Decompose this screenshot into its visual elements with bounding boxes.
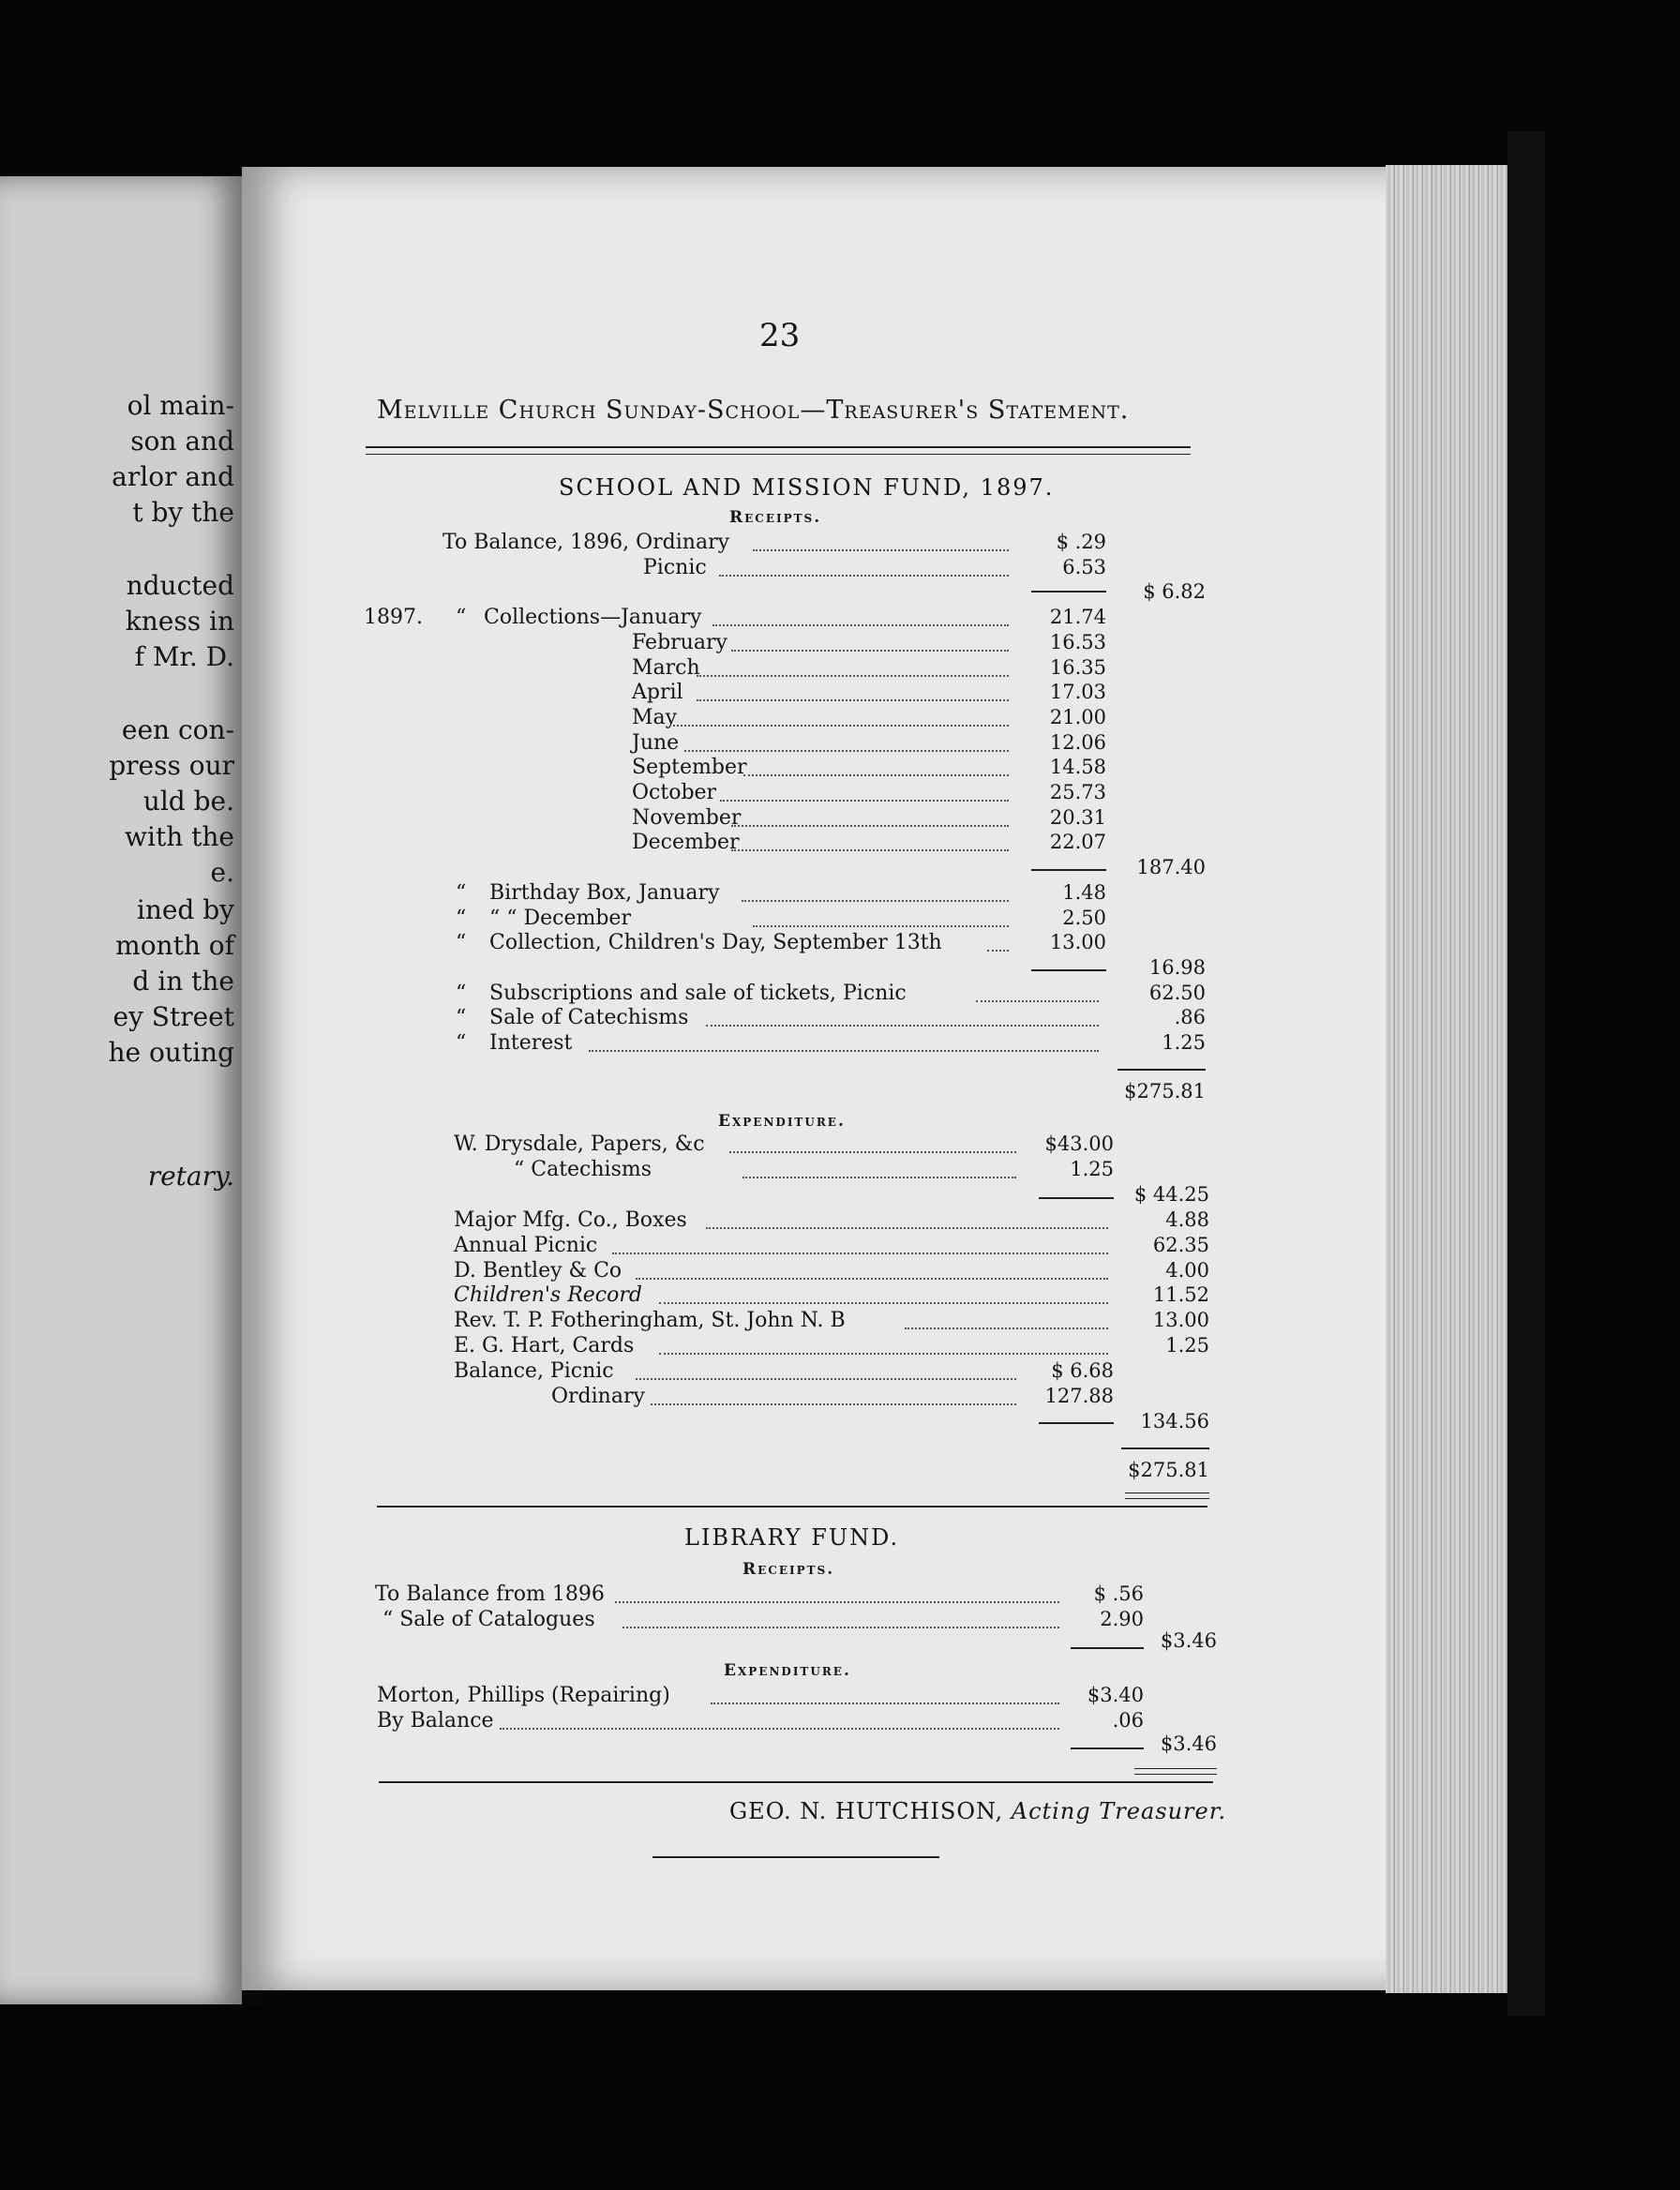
ditto-mark: “ — [456, 931, 467, 954]
entry-label: April — [632, 681, 683, 704]
left-text-line: ey Street — [112, 1001, 234, 1032]
leader-dots — [731, 825, 1009, 827]
treasurer-name: GEO. N. HUTCHISON, — [729, 1798, 1004, 1824]
entry-label: Picnic — [643, 556, 707, 579]
entry-label: Interest — [489, 1031, 573, 1055]
entry-label: “ “ December — [489, 907, 631, 930]
leader-dots — [719, 575, 1009, 577]
leader-dots — [706, 1227, 1109, 1229]
left-text-line: month of — [115, 930, 234, 961]
section-divider — [379, 1781, 1213, 1783]
leader-dots — [615, 1601, 1059, 1603]
amount-col2: 4.00 — [1165, 1259, 1209, 1282]
amount-col1: 22.07 — [1049, 831, 1106, 853]
amount-col1: 16.35 — [1049, 656, 1106, 679]
left-text-line: retary. — [147, 1161, 234, 1192]
amount-col2: $ 6.82 — [1143, 580, 1206, 603]
school-expenditure-heading: Expenditure. — [718, 1112, 846, 1131]
total-double-rule — [1125, 1492, 1209, 1493]
entry-label: To Balance, 1896, Ordinary — [442, 531, 730, 554]
amount-col1: .06 — [1112, 1709, 1144, 1732]
entry-label: February — [632, 631, 728, 654]
amount-col1: 17.03 — [1049, 681, 1106, 703]
library-expenditure-total: $3.46 — [1160, 1732, 1217, 1755]
entry-label: Subscriptions and sale of tickets, Picnic — [489, 982, 907, 1005]
entry-label: W. Drysdale, Papers, &c — [454, 1132, 705, 1156]
left-text-line: press our — [109, 750, 234, 781]
amount-col1: 127.88 — [1044, 1385, 1114, 1407]
amount-col1: 2.90 — [1100, 1608, 1144, 1630]
entry-label: By Balance — [377, 1709, 494, 1732]
leader-dots — [742, 1177, 1017, 1178]
amount-col1: 21.74 — [1049, 606, 1106, 628]
amount-col1: 1.48 — [1062, 881, 1106, 904]
school-expenditure-total: $275.81 — [1128, 1459, 1209, 1481]
entry-label: Rev. T. P. Fotheringham, St. John N. B — [454, 1309, 846, 1332]
subtotal-rule — [1031, 869, 1106, 871]
amount-col2: 13.00 — [1152, 1309, 1209, 1331]
entry-label: Balance, Picnic — [454, 1359, 614, 1383]
amount-col1: 1.25 — [1070, 1158, 1114, 1180]
leader-dots — [742, 900, 1010, 902]
entry-label: March — [632, 656, 700, 680]
library-receipts-total: $3.46 — [1160, 1629, 1217, 1652]
leader-dots — [651, 1403, 1016, 1405]
leader-dots — [612, 1252, 1109, 1254]
amount-col1: 2.50 — [1062, 907, 1106, 929]
signature — [729, 1798, 1226, 1824]
left-text-line: ined by — [136, 894, 234, 925]
amount-col1: $3.40 — [1087, 1684, 1144, 1706]
library-expenditure-heading: Expenditure. — [724, 1661, 851, 1680]
subtotal-rule — [1031, 969, 1106, 971]
left-text-line: t by the — [132, 497, 234, 528]
entry-label: Ordinary — [551, 1385, 645, 1408]
amount-col2: 16.98 — [1148, 956, 1206, 979]
entry-label: June — [632, 731, 680, 755]
left-page — [0, 176, 242, 2004]
left-text-line: kness in — [125, 606, 234, 637]
book-binding — [1508, 131, 1545, 2016]
amount-col2: 1.25 — [1165, 1334, 1209, 1357]
left-text-line: with the — [125, 821, 234, 852]
amount-col1: $ 6.68 — [1051, 1359, 1114, 1382]
entry-label: To Balance from 1896 — [375, 1582, 605, 1606]
section-divider — [377, 1506, 1208, 1508]
left-text-line: f Mr. D. — [134, 641, 234, 672]
amount-col1: 25.73 — [1049, 781, 1106, 803]
school-receipts-heading: Receipts. — [729, 508, 822, 527]
leader-dots — [905, 1328, 1108, 1329]
leader-dots — [622, 1627, 1059, 1628]
amount-col2: $ 44.25 — [1133, 1183, 1209, 1206]
subtotal-rule — [1039, 1197, 1114, 1199]
leader-dots — [753, 925, 1009, 927]
amount-col2: .86 — [1174, 1006, 1206, 1028]
school-fund-title: SCHOOL AND MISSION FUND, 1897. — [559, 474, 1055, 501]
entry-label: May — [632, 706, 678, 729]
closing-rule — [652, 1856, 939, 1858]
amount-col1: $ .56 — [1093, 1582, 1144, 1605]
leader-dots — [976, 1000, 1100, 1002]
header-rule — [366, 454, 1191, 455]
leader-dots — [706, 1025, 1099, 1027]
leader-dots — [636, 1278, 1109, 1280]
entry-date: 1897. — [364, 606, 423, 629]
entry-label: Morton, Phillips (Repairing) — [377, 1684, 670, 1707]
header-rule — [366, 446, 1191, 448]
leader-dots — [731, 849, 1009, 851]
entry-label: Sale of Catechisms — [489, 1006, 689, 1029]
total-double-rule — [1134, 1768, 1217, 1769]
leader-dots — [636, 1378, 1017, 1380]
entry-label: November — [632, 806, 742, 830]
page-number: 23 — [759, 317, 801, 354]
leader-dots — [684, 750, 1009, 752]
entry-label: D. Bentley & Co — [454, 1259, 622, 1282]
left-text-line: e. — [210, 857, 234, 888]
leader-dots — [729, 1151, 1017, 1153]
entry-label: “ Catechisms — [514, 1158, 652, 1181]
left-text-line: uld be. — [142, 786, 234, 817]
entry-label: September — [632, 756, 747, 779]
left-text-line: arlor and — [112, 461, 234, 492]
library-receipts-heading: Receipts. — [742, 1560, 835, 1579]
page-edges — [1386, 165, 1508, 1993]
leader-dots — [987, 950, 1009, 952]
amount-col2: 187.40 — [1136, 856, 1206, 878]
ditto-mark: “ — [456, 606, 467, 629]
amount-col2: 134.56 — [1140, 1410, 1209, 1432]
leader-dots — [659, 1302, 1109, 1304]
leader-dots — [753, 549, 1009, 551]
entry-label: Collection, Children's Day, September 13th — [489, 931, 942, 954]
leader-dots — [697, 699, 1010, 701]
leader-dots — [720, 800, 1010, 802]
entry-label: Collections—January — [484, 606, 702, 629]
left-text-line: een con- — [121, 714, 234, 745]
leader-dots — [711, 1702, 1059, 1704]
leader-dots — [743, 774, 1010, 776]
ditto-mark: “ — [456, 907, 467, 930]
entry-label: Annual Picnic — [454, 1234, 598, 1257]
amount-col2: 1.25 — [1162, 1031, 1206, 1054]
total-rule — [1121, 1448, 1209, 1449]
running-head: Melville Church Sunday-School—Treasurer's Statement. — [377, 396, 1130, 425]
amount-col1: 13.00 — [1049, 931, 1106, 953]
amount-col2: 11.52 — [1152, 1283, 1209, 1306]
total-double-rule — [1134, 1774, 1217, 1775]
leader-dots — [712, 624, 1010, 626]
ditto-mark: “ — [456, 1006, 467, 1029]
entry-label: October — [632, 781, 717, 804]
amount-col2: 62.35 — [1152, 1234, 1209, 1256]
left-text-line: son and — [130, 426, 234, 457]
entry-label: Children's Record — [454, 1283, 642, 1307]
treasurer-role: Acting Treasurer. — [1011, 1798, 1227, 1824]
entry-label: December — [632, 831, 740, 854]
ditto-mark: “ — [456, 1031, 467, 1055]
amount-col1: 14.58 — [1049, 756, 1106, 778]
left-text-line: nducted — [126, 570, 234, 601]
amount-col1: 6.53 — [1062, 556, 1106, 578]
left-text-line: d in the — [132, 966, 234, 997]
amount-col2: 62.50 — [1148, 982, 1206, 1004]
total-double-rule — [1125, 1498, 1209, 1499]
leader-dots — [500, 1728, 1059, 1730]
amount-col2: 4.88 — [1165, 1208, 1209, 1231]
library-fund-title: LIBRARY FUND. — [684, 1524, 900, 1551]
leader-dots — [673, 725, 1010, 727]
ditto-mark: “ — [456, 982, 467, 1005]
left-text-line: he outing — [108, 1037, 234, 1068]
total-rule — [1118, 1069, 1206, 1071]
school-receipts-total: $275.81 — [1124, 1080, 1206, 1102]
leader-dots — [589, 1050, 1099, 1052]
amount-col1: 12.06 — [1049, 731, 1106, 754]
amount-col1: 21.00 — [1049, 706, 1106, 728]
entry-label: Major Mfg. Co., Boxes — [454, 1208, 687, 1232]
entry-label: E. G. Hart, Cards — [454, 1334, 635, 1358]
left-text-line: ol main- — [127, 390, 234, 421]
amount-col1: 20.31 — [1049, 806, 1106, 829]
ditto-mark: “ — [456, 881, 467, 905]
leader-dots — [659, 1353, 1109, 1355]
entry-label: Birthday Box, January — [489, 881, 720, 905]
entry-label: “ Sale of Catalogues — [382, 1608, 595, 1631]
leader-dots — [731, 650, 1009, 652]
amount-col1: 16.53 — [1049, 631, 1106, 653]
subtotal-rule — [1039, 1422, 1114, 1424]
subtotal-rule — [1031, 591, 1106, 592]
amount-col1: $43.00 — [1044, 1132, 1114, 1155]
leader-dots — [697, 675, 1010, 677]
amount-col1: $ .29 — [1056, 531, 1106, 553]
